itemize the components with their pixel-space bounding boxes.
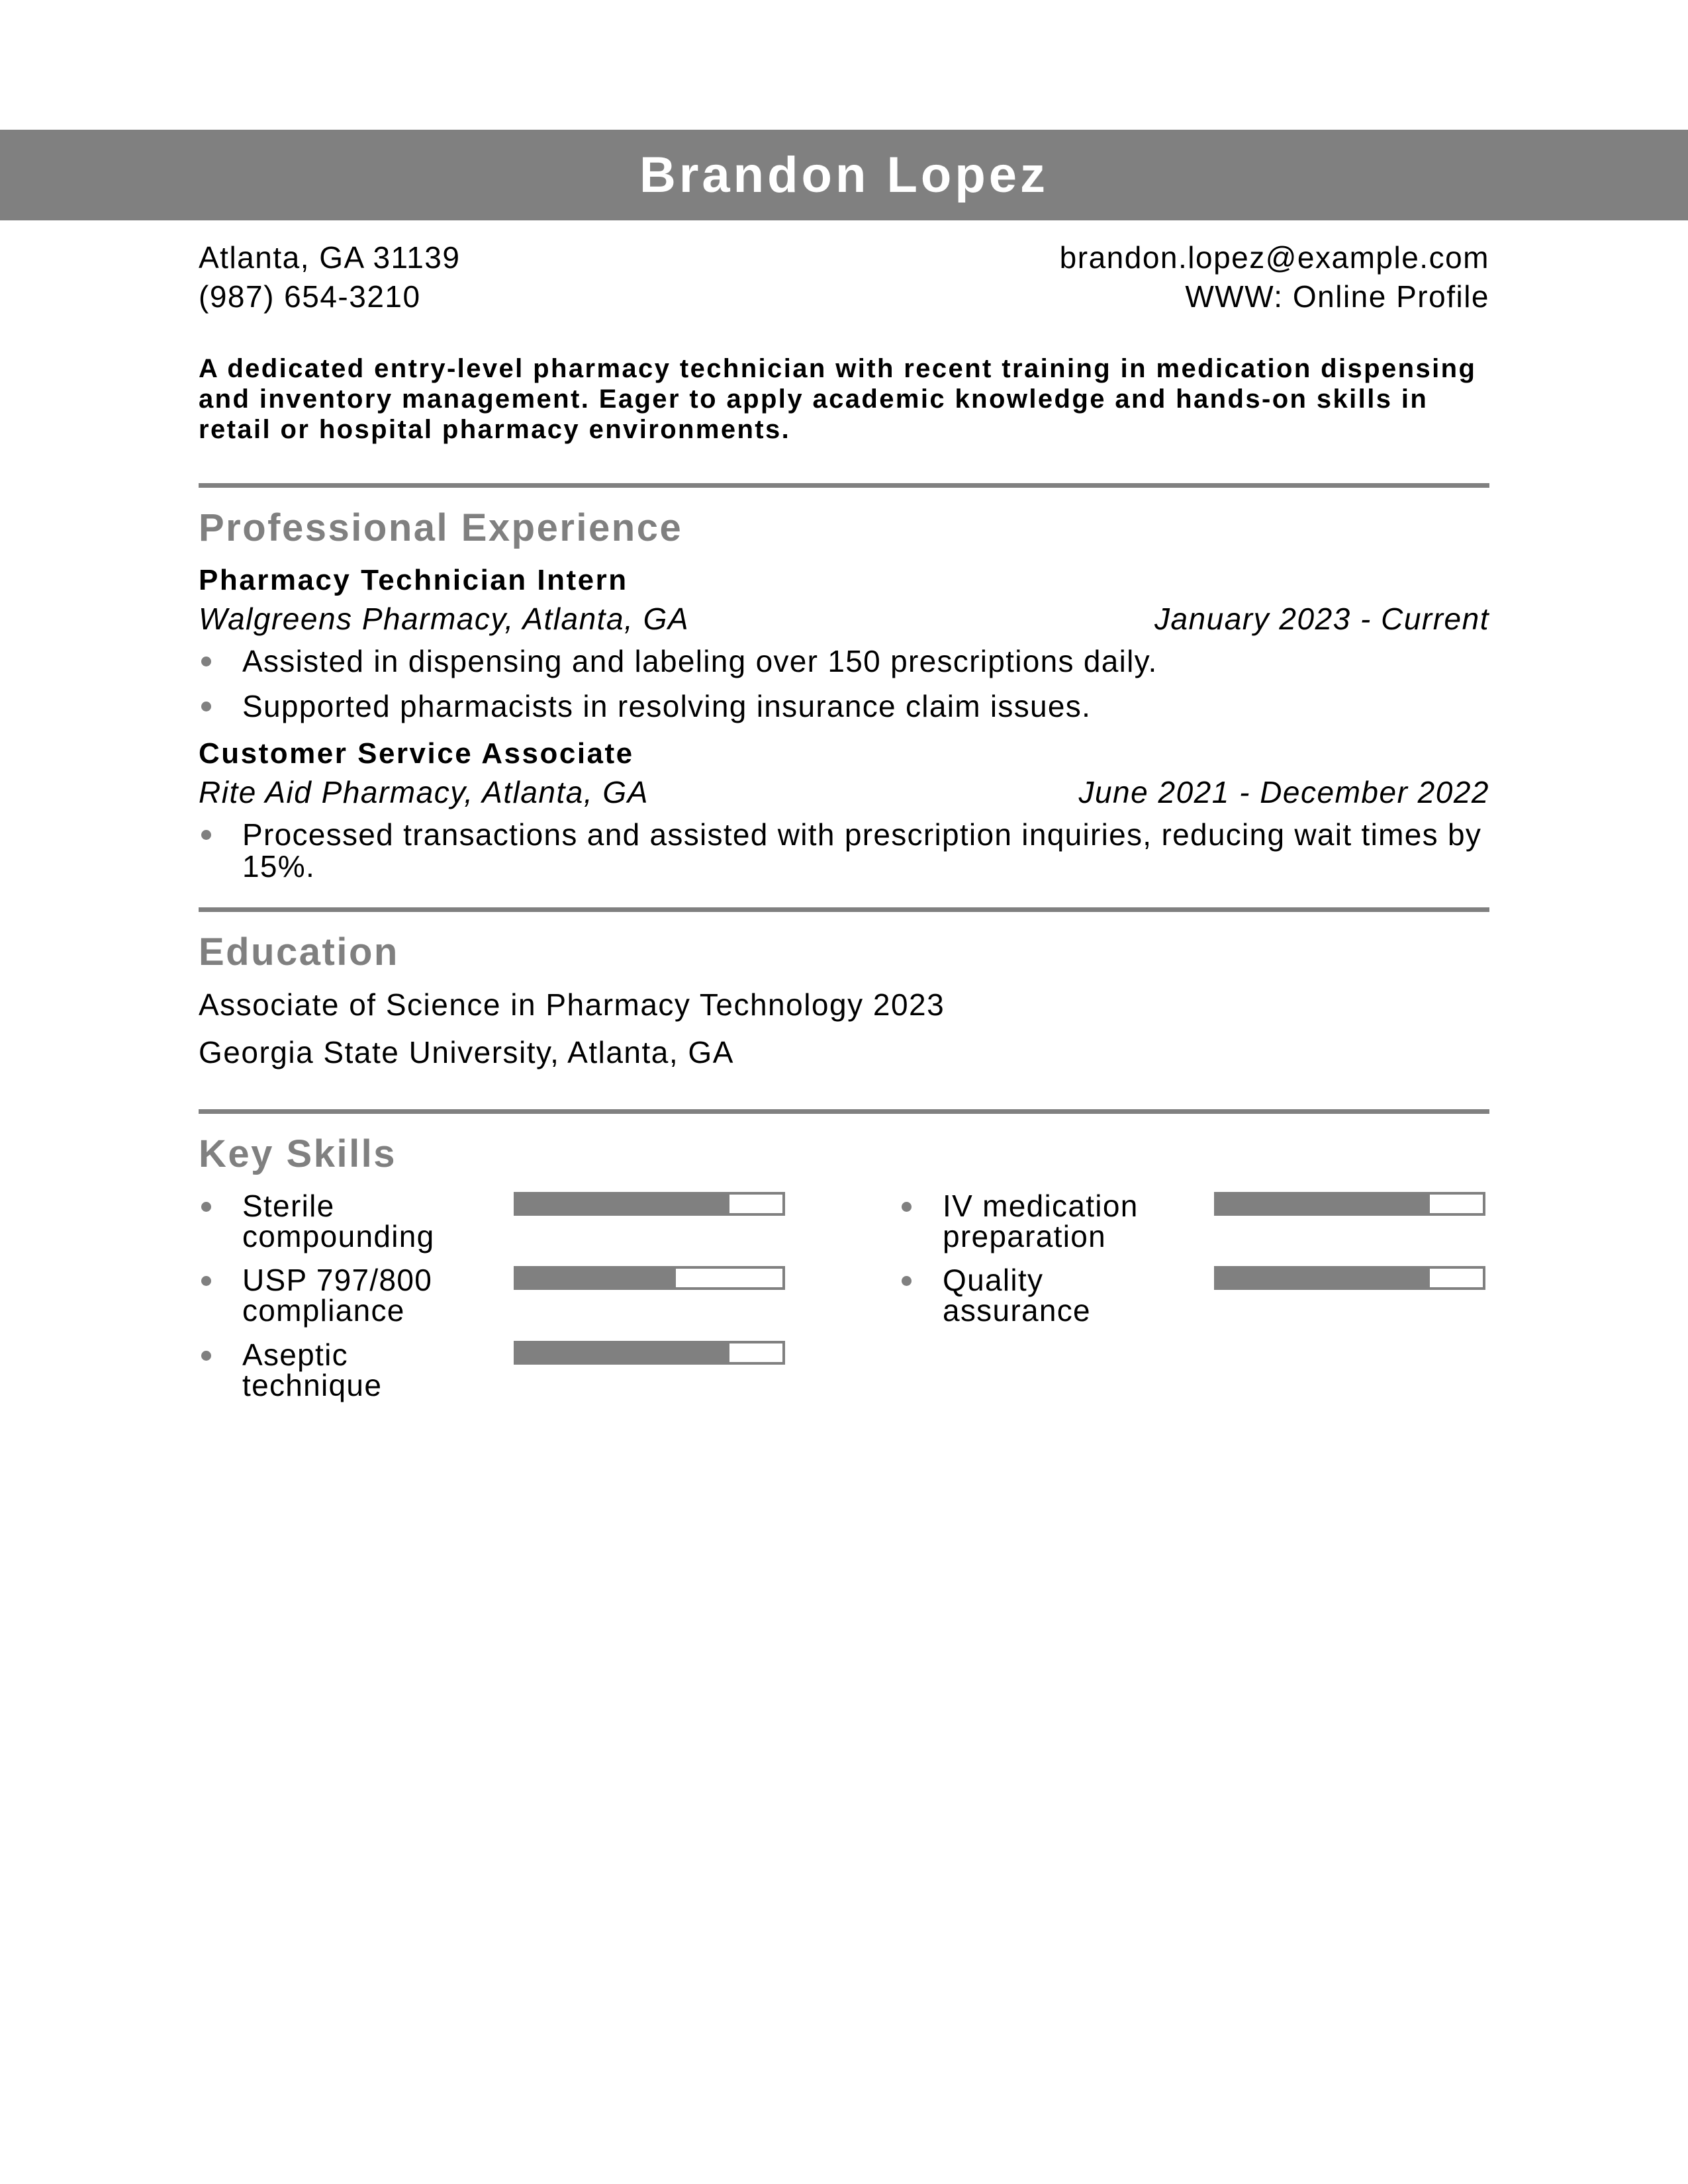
- job-title: Customer Service Associate: [199, 737, 634, 770]
- job-company: Rite Aid Pharmacy, Atlanta, GA: [199, 775, 649, 809]
- contact-row-2: [199, 277, 1489, 316]
- bullet-text: Supported pharmacists in resolving insurance claim issues.: [242, 689, 1092, 723]
- bullet-text: Processed transactions and assisted with prescription inquiries, reducing wait times by 15%.: [242, 817, 1482, 884]
- skill-label: IV medication preparation: [943, 1189, 1139, 1253]
- section-divider: [199, 1109, 1489, 1114]
- skills-grid: [199, 1191, 1489, 1416]
- skill-level-bar: [1214, 1266, 1485, 1290]
- job-entry: [199, 562, 1489, 722]
- resume-body: [199, 238, 1489, 1416]
- skill-level-fill: [1217, 1195, 1430, 1213]
- contact-location: Atlanta, GA 31139: [199, 240, 461, 275]
- skill-level-fill: [516, 1343, 729, 1362]
- skill-item: [199, 1340, 794, 1406]
- job-dates: January 2023 - Current: [1154, 602, 1489, 636]
- job-company: Walgreens Pharmacy, Atlanta, GA: [199, 602, 690, 636]
- skill-item: [899, 1265, 1495, 1331]
- header-band: [0, 130, 1688, 220]
- bullet-dot-icon: [902, 1276, 912, 1286]
- bullet-dot-icon: [201, 1351, 211, 1361]
- bullet-dot-icon: [902, 1202, 912, 1212]
- experience-heading: Professional Experience: [199, 506, 683, 549]
- bullet-dot-icon: [201, 1276, 211, 1286]
- section-divider: [199, 483, 1489, 488]
- contact-website[interactable]: WWW: Online Profile: [1185, 279, 1489, 314]
- skill-level-bar: [1214, 1192, 1485, 1216]
- section-divider: [199, 907, 1489, 912]
- skill-level-fill: [1217, 1269, 1430, 1287]
- contact-phone: (987) 654-3210: [199, 279, 421, 314]
- list-item: [199, 819, 1489, 882]
- list-item: [199, 690, 1489, 722]
- skill-item: [199, 1265, 794, 1331]
- list-item: [199, 645, 1489, 677]
- bullet-dot-icon: [201, 702, 211, 711]
- candidate-name: Brandon Lopez: [639, 147, 1049, 203]
- bullet-text: Assisted in dispensing and labeling over 150 prescriptions daily.: [242, 644, 1158, 678]
- job-bullets: [199, 645, 1489, 722]
- bullet-dot-icon: [201, 1202, 211, 1212]
- education-school: Georgia State University, Atlanta, GA: [199, 1035, 734, 1069]
- job-meta: [199, 772, 1489, 812]
- bullet-dot-icon: [201, 830, 211, 840]
- bullet-dot-icon: [201, 657, 211, 666]
- skill-item: [899, 1191, 1495, 1257]
- skill-item: [199, 1191, 794, 1257]
- skill-label: Quality assurance: [943, 1263, 1091, 1328]
- job-entry: [199, 735, 1489, 882]
- skill-level-fill: [516, 1195, 729, 1213]
- skill-label: USP 797/800 compliance: [242, 1263, 433, 1328]
- job-meta: [199, 599, 1489, 639]
- job-dates: June 2021 - December 2022: [1078, 775, 1489, 809]
- skill-label: Sterile compounding: [242, 1189, 435, 1253]
- skills-heading: Key Skills: [199, 1132, 397, 1175]
- skill-level-bar: [514, 1341, 785, 1365]
- summary: A dedicated entry-level pharmacy technician with recent training in medication dispensing and inventory management. Eager to apply academic knowledge and hands-on skills in retail or hospital pharmacy environments.: [199, 354, 1477, 444]
- contact-row-1: [199, 238, 1489, 277]
- skill-level-bar: [514, 1192, 785, 1216]
- job-title: Pharmacy Technician Intern: [199, 564, 628, 596]
- education-degree: Associate of Science in Pharmacy Technology 2023: [199, 987, 945, 1022]
- skill-level-fill: [516, 1269, 676, 1287]
- contact-email[interactable]: brandon.lopez@example.com: [1059, 240, 1489, 275]
- job-bullets: [199, 819, 1489, 882]
- skill-level-bar: [514, 1266, 785, 1290]
- skill-label: Aseptic technique: [242, 1338, 383, 1402]
- education-heading: Education: [199, 931, 399, 974]
